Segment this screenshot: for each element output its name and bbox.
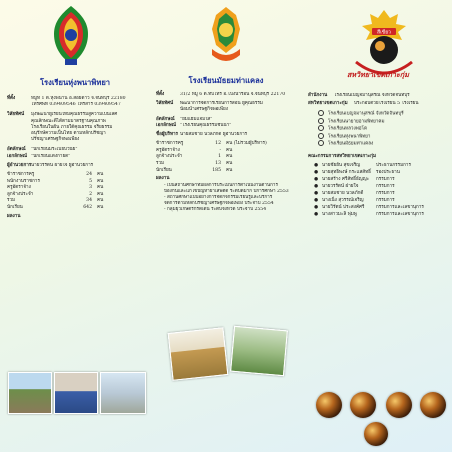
- address-label: ที่ตั้ง: [7, 96, 16, 101]
- school-1-director-row: [7, 163, 147, 169]
- identity-value: "ยิ้มแย้มแจ่มใส": [180, 116, 213, 122]
- stat-row: ครูอัตราจ้าง - คน: [156, 147, 233, 153]
- vision-label: วิสัยทัศน์: [7, 112, 25, 118]
- bullet-icon: ●: [314, 212, 319, 218]
- address-value: หมู่ที่ 1 ต.หุ่งพนาน อ.สอยดาว จ.จันทบุรี 22180: [31, 96, 126, 101]
- gemstone-image-5: [364, 422, 388, 446]
- uniqueness-label: เอกลักษณ์: [7, 153, 27, 159]
- list-item: โรงเรียนมัธยมท่าแคลง: [318, 140, 450, 148]
- stat-row: ครูอัตราจ้าง 3 คน: [7, 185, 104, 191]
- school-2-awards: [156, 183, 298, 214]
- district-logo-text: สหวิทยาเขตเกาะกุ่ม: [347, 70, 409, 79]
- school-1-name: โรงเรียนหุ่งพนาพิทยา: [39, 78, 111, 87]
- award-item: จัดการตามหลักปรัชญาเศรษฐกิจพอเพียง ประจำปี 2554: [164, 201, 274, 207]
- gemstone-image-1: [316, 392, 342, 418]
- committee-row: ● นายวรรัตน์ ฝ่ายใจ กรรมการ: [314, 184, 395, 190]
- district-office-row: [308, 93, 450, 99]
- stat-row: นักเรียน 185 คน: [156, 167, 233, 173]
- list-item: โรงเรียนหลวงพ่อโต: [318, 125, 450, 133]
- award-item: - กลุ่มยุวเกษตรกรดีเด่น ระดับจังหวัด ประจำปี 2554: [164, 207, 267, 213]
- stat-row: รวม 34 คน: [7, 198, 104, 204]
- award-item: ป้องกันและแก้ไขปัญหายาเสพติด ระดับดีมาก ปีการศึกษา 2553: [164, 188, 289, 194]
- identity-value: "นักเรียนมีระเบียบวินัย": [31, 147, 78, 153]
- stat-row: ลูกจ้างประจำ 2 คน: [7, 191, 104, 197]
- school-1-photo-1: [8, 372, 52, 414]
- vision-text: พัฒนาการจัดการเรียนการสอน ผู้คุณธรรม น้อมนำเศรษฐกิจพอเพียง: [180, 101, 263, 113]
- school-2-vision-row: [156, 101, 298, 113]
- gemstone-image-4: [420, 392, 446, 418]
- school-1-awards-label: ผลงาน: [7, 213, 21, 219]
- bullet-icon: ●: [314, 184, 319, 190]
- vision-label: วิสัยทัศน์: [156, 101, 174, 107]
- committee-row: ● นายสมชาย นวลภักดี กรรมการ: [314, 191, 395, 197]
- committee-heading: คณะกรรมการสหวิทยาเขตเกาะกุ่ม: [308, 153, 376, 159]
- stat-row: พนักงานราชการ 5 คน: [7, 178, 104, 184]
- school-1-uniqueness-row: [7, 154, 147, 160]
- school-2-logo: [206, 5, 246, 67]
- district-school-list: [308, 110, 450, 148]
- stat-row: ข้าราชการครู 24 คน: [7, 172, 104, 178]
- school-1-photo-3: [100, 372, 146, 414]
- director-value: นายวรรัตน์ ฝ่ายใจ ผู้อำนวยการ: [31, 162, 94, 168]
- bullet-icon: ●: [314, 198, 319, 204]
- school-1-logo: [48, 4, 94, 68]
- composition-label: สหวิทยาเขตเกาะกุ่ม: [308, 101, 348, 107]
- director-value: นายสมชาย นวลภักดี ผู้อำนวยการ: [180, 132, 248, 138]
- circle-bullet-icon: [318, 110, 324, 116]
- panel-school-1: [0, 0, 150, 452]
- school-2-name: โรงเรียนมัธยมท่าแคลง: [188, 76, 264, 85]
- panel-school-2: [150, 0, 302, 452]
- school-2-director-row: [156, 132, 298, 138]
- award-item: - สถานศึกษาแบบอย่างการจัดกิจกรรมเรียนรู้และบริการ: [164, 195, 273, 200]
- committee-row: ● นายวิรัตน์ ประสงค์ศรี กรรมการและเลขานุการ: [314, 205, 424, 211]
- stat-row: นักเรียน 642 คน: [7, 205, 104, 210]
- committee-row: ● นางเนิ่ง สุวรรณ์เจริญ กรรมการ: [314, 198, 395, 204]
- stat-row: ข้าราชการครู 12 คน (ไม่รวมผู้บริหาร): [156, 141, 267, 147]
- bullet-icon: ●: [314, 170, 319, 176]
- circle-bullet-icon: [318, 125, 324, 131]
- identity-label: อัตลักษณ์: [7, 147, 26, 153]
- bullet-icon: ●: [314, 163, 319, 169]
- address-value: 31/2 หมู่ 6 ต.ทับไทร อ.โป่งน้ำร้อน จ.จันทบุรี 22170: [180, 92, 286, 97]
- stat-row: รวม 13 คน: [156, 161, 233, 166]
- composition-value: ประกอบด้วยโรงเรียน 5 โรงเรียน: [354, 101, 419, 107]
- uniqueness-label: เอกลักษณ์: [156, 122, 176, 128]
- school-2-address-row: [156, 92, 298, 98]
- gemstone-image-2: [350, 392, 376, 418]
- uniqueness-value: "โรงเรียนคุณธรรมชั้นนำ": [180, 122, 232, 128]
- school-1-stats: [7, 172, 119, 212]
- stat-row: ลูกจ้างประจำ 1 คน: [156, 154, 233, 160]
- bullet-icon: ●: [314, 191, 319, 197]
- bullet-icon: ●: [314, 205, 319, 211]
- district-seal-text: สีเขียว: [377, 29, 391, 36]
- director-label: ชื่อผู้บริหาร: [156, 132, 179, 138]
- school-2-photo-2: [230, 326, 288, 377]
- director-label: ผู้อำนวยการ: [7, 162, 32, 168]
- panel-district: [302, 0, 452, 452]
- list-item: โรงเรียนหุ่งพนาพิทยา: [318, 133, 450, 141]
- list-item: โรงเรียนนายายอามพิทยาคม: [318, 118, 450, 126]
- gemstone-image-3: [386, 392, 412, 418]
- vision-text: มุ่งพัฒนาผู้เรียนให้มีคุณธรรมสู่ความเป็นเลิศ คุณลักษณะดีได้ตามมาตรฐานคุณภาพ โรงเรียนในฝัน ภายใต้คุณธรรม จริยธรรม อนุรักษ์ความเป็นไทย ตามหลักปรัชญา ปรัชญาเศรษฐกิจพอเพียง: [31, 112, 118, 143]
- school-2-stats: [156, 141, 276, 174]
- committee-list: [308, 162, 450, 218]
- committee-row: ● นายสุทธิพงษ์ กระแสสัทธิ์ รองประธาน: [314, 170, 400, 176]
- address-label: ที่ตั้ง: [156, 92, 165, 97]
- school-2-uniqueness-row: [156, 123, 298, 129]
- phone-value: โทรศัพท์ 039409546 โทรสาร 039409547: [31, 102, 121, 108]
- school-2-photo-1: [168, 327, 229, 381]
- school-2-awards-label: ผลงาน: [156, 176, 170, 182]
- bullet-icon: ●: [314, 177, 319, 183]
- committee-row: ● นายสร้าง ศรีสัทธิ์ธัญญะ กรรมการ: [314, 177, 395, 183]
- committee-row: ● นางสาวมะลิ พุ่มพู กรรมการและเลขานุการ: [314, 212, 424, 218]
- list-item: โรงเรียนเบญจมานุสรณ์ จังหวัดจันทบุรี: [318, 110, 450, 118]
- uniqueness-value: "นักเรียนแต่งกายดี": [31, 153, 71, 159]
- identity-label: อัตลักษณ์: [156, 116, 175, 122]
- circle-bullet-icon: [318, 133, 324, 139]
- office-label: สำนักงาน: [308, 93, 328, 98]
- circle-bullet-icon: [318, 118, 324, 124]
- school-1-phone-row: [7, 102, 147, 108]
- office-value: โรงเรียนเบญจมานุสรณ์ จังหวัดจันทบุรี: [334, 93, 410, 98]
- school-1-photo-2: [54, 372, 98, 414]
- circle-bullet-icon: [318, 140, 324, 146]
- district-composition-row: [308, 101, 450, 107]
- committee-row: ● นายชัยยัน สุขเจริญ ประธานกรรมการ: [314, 163, 411, 169]
- school-1-vision-row: [7, 112, 147, 143]
- award-item: - เป็นสถานศึกษาที่มีผลการประเมินการดำเนินงานด้านการ: [164, 182, 278, 188]
